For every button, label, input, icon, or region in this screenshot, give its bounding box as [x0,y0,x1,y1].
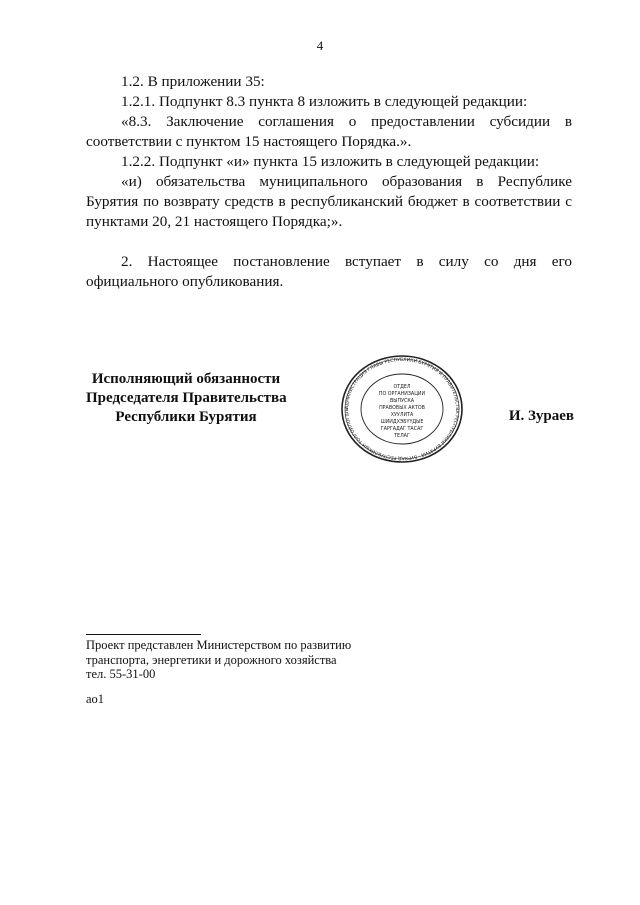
document-body [86,72,572,292]
footnote [86,638,351,682]
paragraph: «и) обязательства муниципального образования в Республике Бурятия по возврату средств в республиканский бюджет в соответствии с пунктами 20, 21 настоящего Порядка;». [86,173,572,230]
stamp-inner-line: ШИИДХЭБҮҮДЫЕ [380,420,424,425]
paragraph: 1.2. В приложении 35: [121,73,265,90]
official-stamp [340,355,464,463]
footnote-line: Проект представлен Министерством по развитию [86,638,352,652]
signature-title-line: Республики Бурятия [115,409,257,425]
stamp-inner-line: ПРАВОВЫХ АКТОВ [379,406,425,411]
stamp-inner-line: ХУУЛИТА [390,413,414,418]
paragraph: 1.2.1. Подпункт 8.3 пункта 8 изложить в следующей редакции: [121,93,528,110]
document-code: ao1 [86,692,105,706]
paragraph: 2. Настоящее постановление вступает в силу со дня его официального опубликования. [86,253,572,290]
footnote-line: тел. 55-31-00 [86,667,156,681]
stamp-inner-line: ПО ОРГАНИЗАЦИИ [378,392,426,397]
paragraph: «8.3. Заключение соглашения о предоставлении субсидии в соответствии с пунктом 15 настоящего Порядка.». [86,113,572,150]
signature-title-line: Исполняющий обязанности [91,371,281,387]
stamp-inner-line: ГАРГАДАГ ТАСАГ [380,427,424,432]
footnote-line: транспорта, энергетики и дорожного хозяйства [86,652,337,667]
stamp-inner-line: ОТДЕЛ [393,385,411,390]
signature-title-line: Председателя Правительства [86,390,287,406]
paragraph: 1.2.2. Подпункт «и» пункта 15 изложить в следующей редакции: [121,153,540,170]
footnote-divider [86,634,201,635]
signatory-name: И. Зураев [508,408,574,424]
stamp-inner-line: ТЕЛАГ [394,434,410,439]
stamp-outer-text: АДМИНИСТРАЦИЯ ГЛАВЫ РЕСПУБЛИКИ БУРЯТИЯ И ПРАВИТЕЛЬСТВА РЕСПУБЛИКИ БУРЯТИЯ · БУРЯАД РЕСПУБЛИКЫН ТОЛГОЙЛОГШЫ [344,357,460,461]
page-number: 4 [316,38,324,53]
signature-title [86,370,286,427]
stamp-inner-line: ВЫПУСКА [389,399,415,404]
